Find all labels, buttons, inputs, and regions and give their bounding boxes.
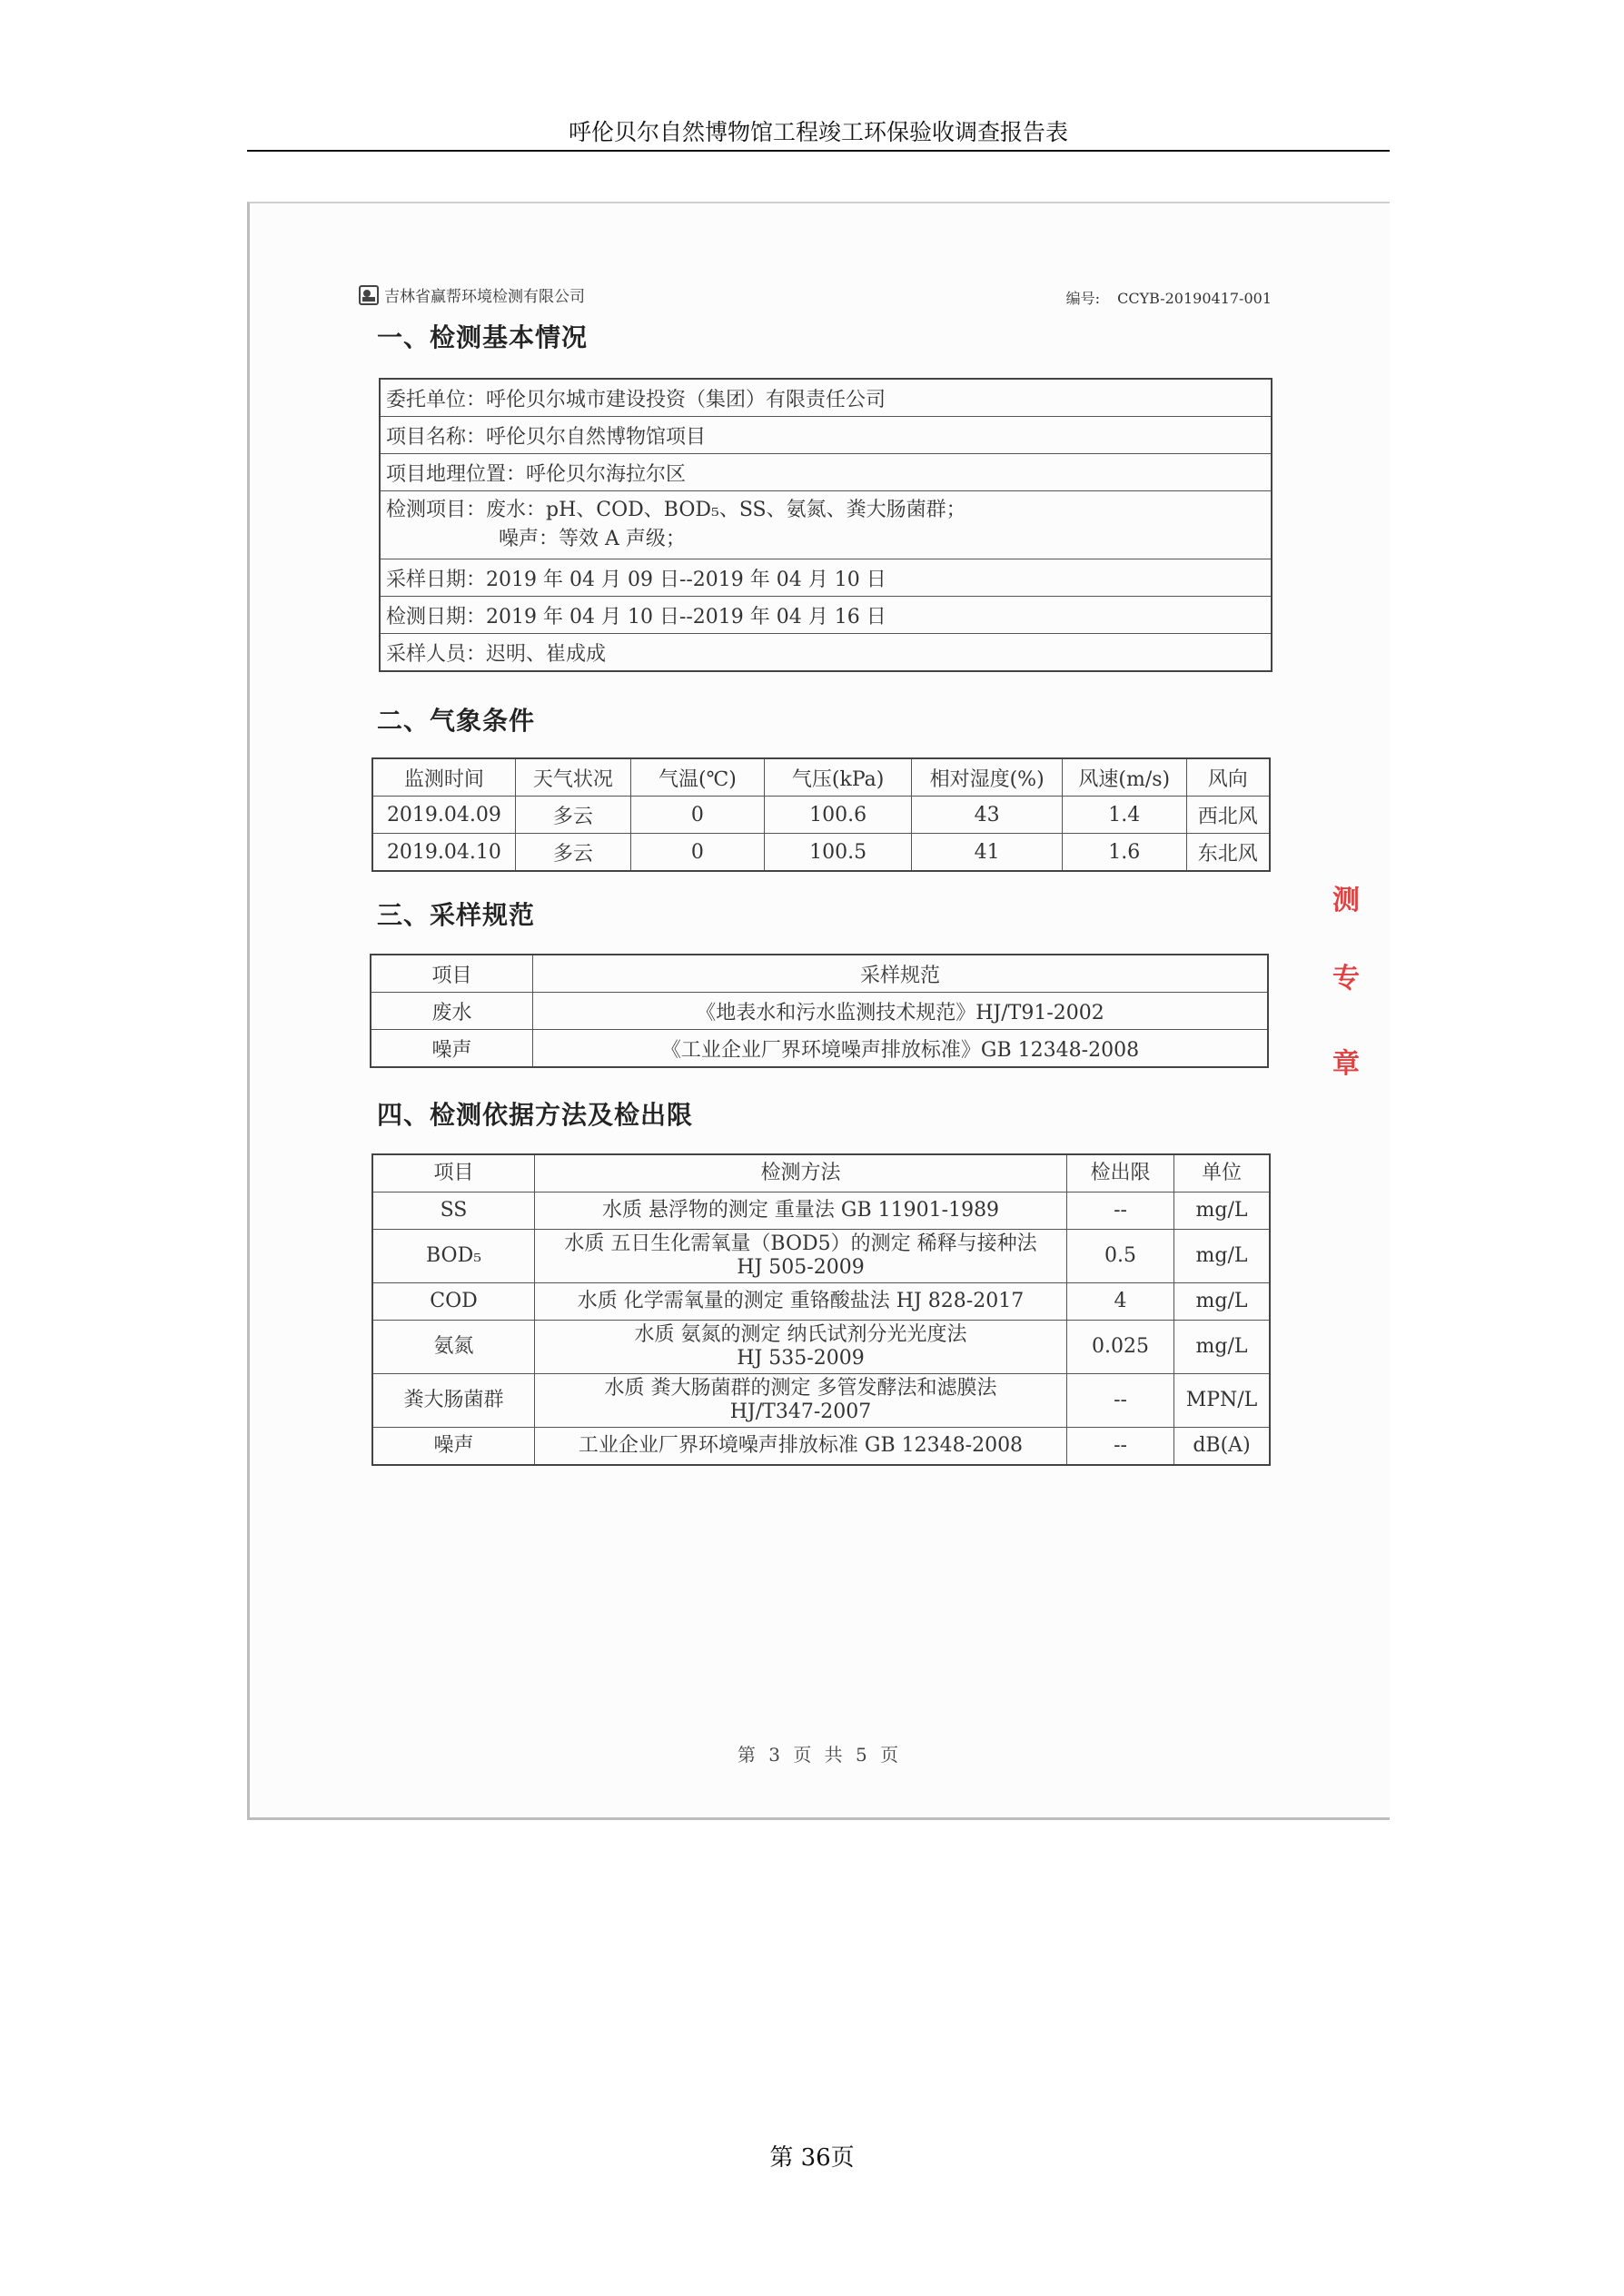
table-cell: -- [1067,1428,1174,1466]
organization-name: 吉林省赢帮环境检测有限公司 [384,288,585,306]
table-row [380,491,1272,559]
method-line-2: HJ/T347-2007 [729,1400,872,1423]
table-cell: 41 [912,834,1063,872]
table-row [372,1283,1270,1321]
table-row [380,454,1272,491]
section-title-test-methods: 四、检测依据方法及检出限 [377,1100,694,1130]
page-number: 第 36页 [769,2144,855,2172]
table-cell: 《工业企业厂界环境噪声排放标准》GB 12348-2008 [533,1030,1269,1068]
method-line-1: 水质 五日生化需氧量（BOD5）的测定 稀释与接种法 [564,1232,1037,1255]
table-cell: 4 [1067,1283,1174,1321]
test-items-line-2: 噪声：等效 A 声级； [499,528,686,550]
column-header: 气温(℃) [630,758,764,797]
table-cell: COD [372,1283,535,1321]
basic-info-table [379,378,1272,672]
table-row [372,1374,1270,1428]
table-cell: 西北风 [1186,797,1270,834]
scanned-report-page [247,202,1390,1820]
table-cell: 多云 [515,797,630,834]
table-cell: 1.6 [1062,834,1186,872]
table-cell: 东北风 [1186,834,1270,872]
column-header: 项目 [372,1154,535,1193]
header-rule [247,150,1390,152]
method-line-2: HJ 535-2009 [737,1347,865,1370]
column-header: 检出限 [1067,1154,1174,1193]
table-cell: 100.6 [764,797,911,834]
table-cell: 水质 化学需氧量的测定 重铬酸盐法 HJ 828-2017 [535,1283,1067,1321]
table-cell: 多云 [515,834,630,872]
report-number [1066,287,1272,308]
method-line-2: HJ 505-2009 [737,1256,865,1279]
table-row [380,634,1272,672]
table-cell: mg/L [1174,1193,1271,1230]
table-row [372,1428,1270,1466]
seal-stamp-fragment-1: 测 [1332,885,1360,916]
table-cell: 废水 [371,993,533,1030]
table-row [380,597,1272,634]
column-header: 项目 [371,955,533,993]
report-number-value: CCYB-20190417-001 [1117,290,1272,307]
test-method-table [371,1153,1271,1466]
table-header-row [372,758,1270,797]
sampling-date-cell: 采样日期：2019 年 04 月 09 日--2019 年 04 月 10 日 [380,559,1272,597]
table-cell: MPN/L [1174,1374,1271,1428]
table-cell: mg/L [1174,1321,1271,1374]
seal-stamp-fragment-3: 章 [1332,1048,1360,1080]
organization-heading [359,283,585,306]
table-row [372,1230,1270,1283]
table-cell: 水质 悬浮物的测定 重量法 GB 11901-1989 [535,1193,1067,1230]
table-cell: 噪声 [372,1428,535,1466]
weather-table [371,757,1271,872]
table-cell: dB(A) [1174,1428,1271,1466]
table-cell: mg/L [1174,1283,1271,1321]
table-cell: 0.025 [1067,1321,1174,1374]
table-cell: 2019.04.09 [372,797,515,834]
section-title-basic-info: 一、检测基本情况 [377,322,589,352]
test-items-cell [380,491,1272,559]
test-items-line-1: 检测项目：废水：pH、COD、BOD₅、SS、氨氮、粪大肠菌群； [386,499,966,521]
table-cell: SS [372,1193,535,1230]
samplers-cell: 采样人员：迟明、崔成成 [380,634,1272,672]
testing-date-cell: 检测日期：2019 年 04 月 10 日--2019 年 04 月 16 日 [380,597,1272,634]
client-cell: 委托单位：呼伦贝尔城市建设投资（集团）有限责任公司 [380,379,1272,417]
table-cell: 1.4 [1062,797,1186,834]
column-header: 采样规范 [533,955,1269,993]
column-header: 监测时间 [372,758,515,797]
table-cell: 0 [630,834,764,872]
section-title-sampling-spec: 三、采样规范 [377,900,536,930]
column-header: 相对湿度(%) [912,758,1063,797]
table-row [372,797,1270,834]
table-cell: 粪大肠菌群 [372,1374,535,1428]
column-header: 风向 [1186,758,1270,797]
section-title-weather: 二、气象条件 [377,706,536,736]
table-cell: -- [1067,1193,1174,1230]
table-cell: 2019.04.10 [372,834,515,872]
table-cell: mg/L [1174,1230,1271,1283]
table-cell: 100.5 [764,834,911,872]
column-header: 天气状况 [515,758,630,797]
report-number-label: 编号: [1065,290,1101,307]
project-name-cell: 项目名称：呼伦贝尔自然博物馆项目 [380,417,1272,454]
table-row [380,379,1272,417]
method-line-1: 水质 氨氮的测定 纳氏试剂分光光度法 [634,1323,967,1346]
column-header: 单位 [1174,1154,1271,1193]
table-cell: 氨氮 [372,1321,535,1374]
table-row [380,559,1272,597]
table-row [372,1193,1270,1230]
document-header: 呼伦贝尔自然博物馆工程竣工环保验收调查报告表 [568,119,1068,145]
table-header-row [371,955,1268,993]
sampling-spec-table [370,954,1269,1068]
table-cell: 工业企业厂界环境噪声排放标准 GB 12348-2008 [535,1428,1067,1466]
seal-stamp-fragment-2: 专 [1332,963,1360,995]
table-cell: 噪声 [371,1030,533,1068]
table-cell: 43 [912,797,1063,834]
table-row [372,834,1270,872]
table-cell [535,1321,1067,1374]
table-row [372,1321,1270,1374]
method-line-1: 水质 粪大肠菌群的测定 多管发酵法和滤膜法 [604,1377,997,1400]
table-cell [535,1230,1067,1283]
table-cell: 0.5 [1067,1230,1174,1283]
table-cell: -- [1067,1374,1174,1428]
table-row [371,993,1268,1030]
column-header: 检测方法 [535,1154,1067,1193]
table-cell: BOD₅ [372,1230,535,1283]
company-logo-icon [359,285,379,305]
scan-page-footer: 第 3 页 共 5 页 [737,1744,903,1766]
table-cell: 《地表水和污水监测技术规范》HJ/T91-2002 [533,993,1269,1030]
table-cell: 0 [630,797,764,834]
project-location-cell: 项目地理位置：呼伦贝尔海拉尔区 [380,454,1272,491]
table-header-row [372,1154,1270,1193]
table-row [371,1030,1268,1068]
column-header: 气压(kPa) [764,758,911,797]
column-header: 风速(m/s) [1062,758,1186,797]
table-row [380,417,1272,454]
table-cell [535,1374,1067,1428]
